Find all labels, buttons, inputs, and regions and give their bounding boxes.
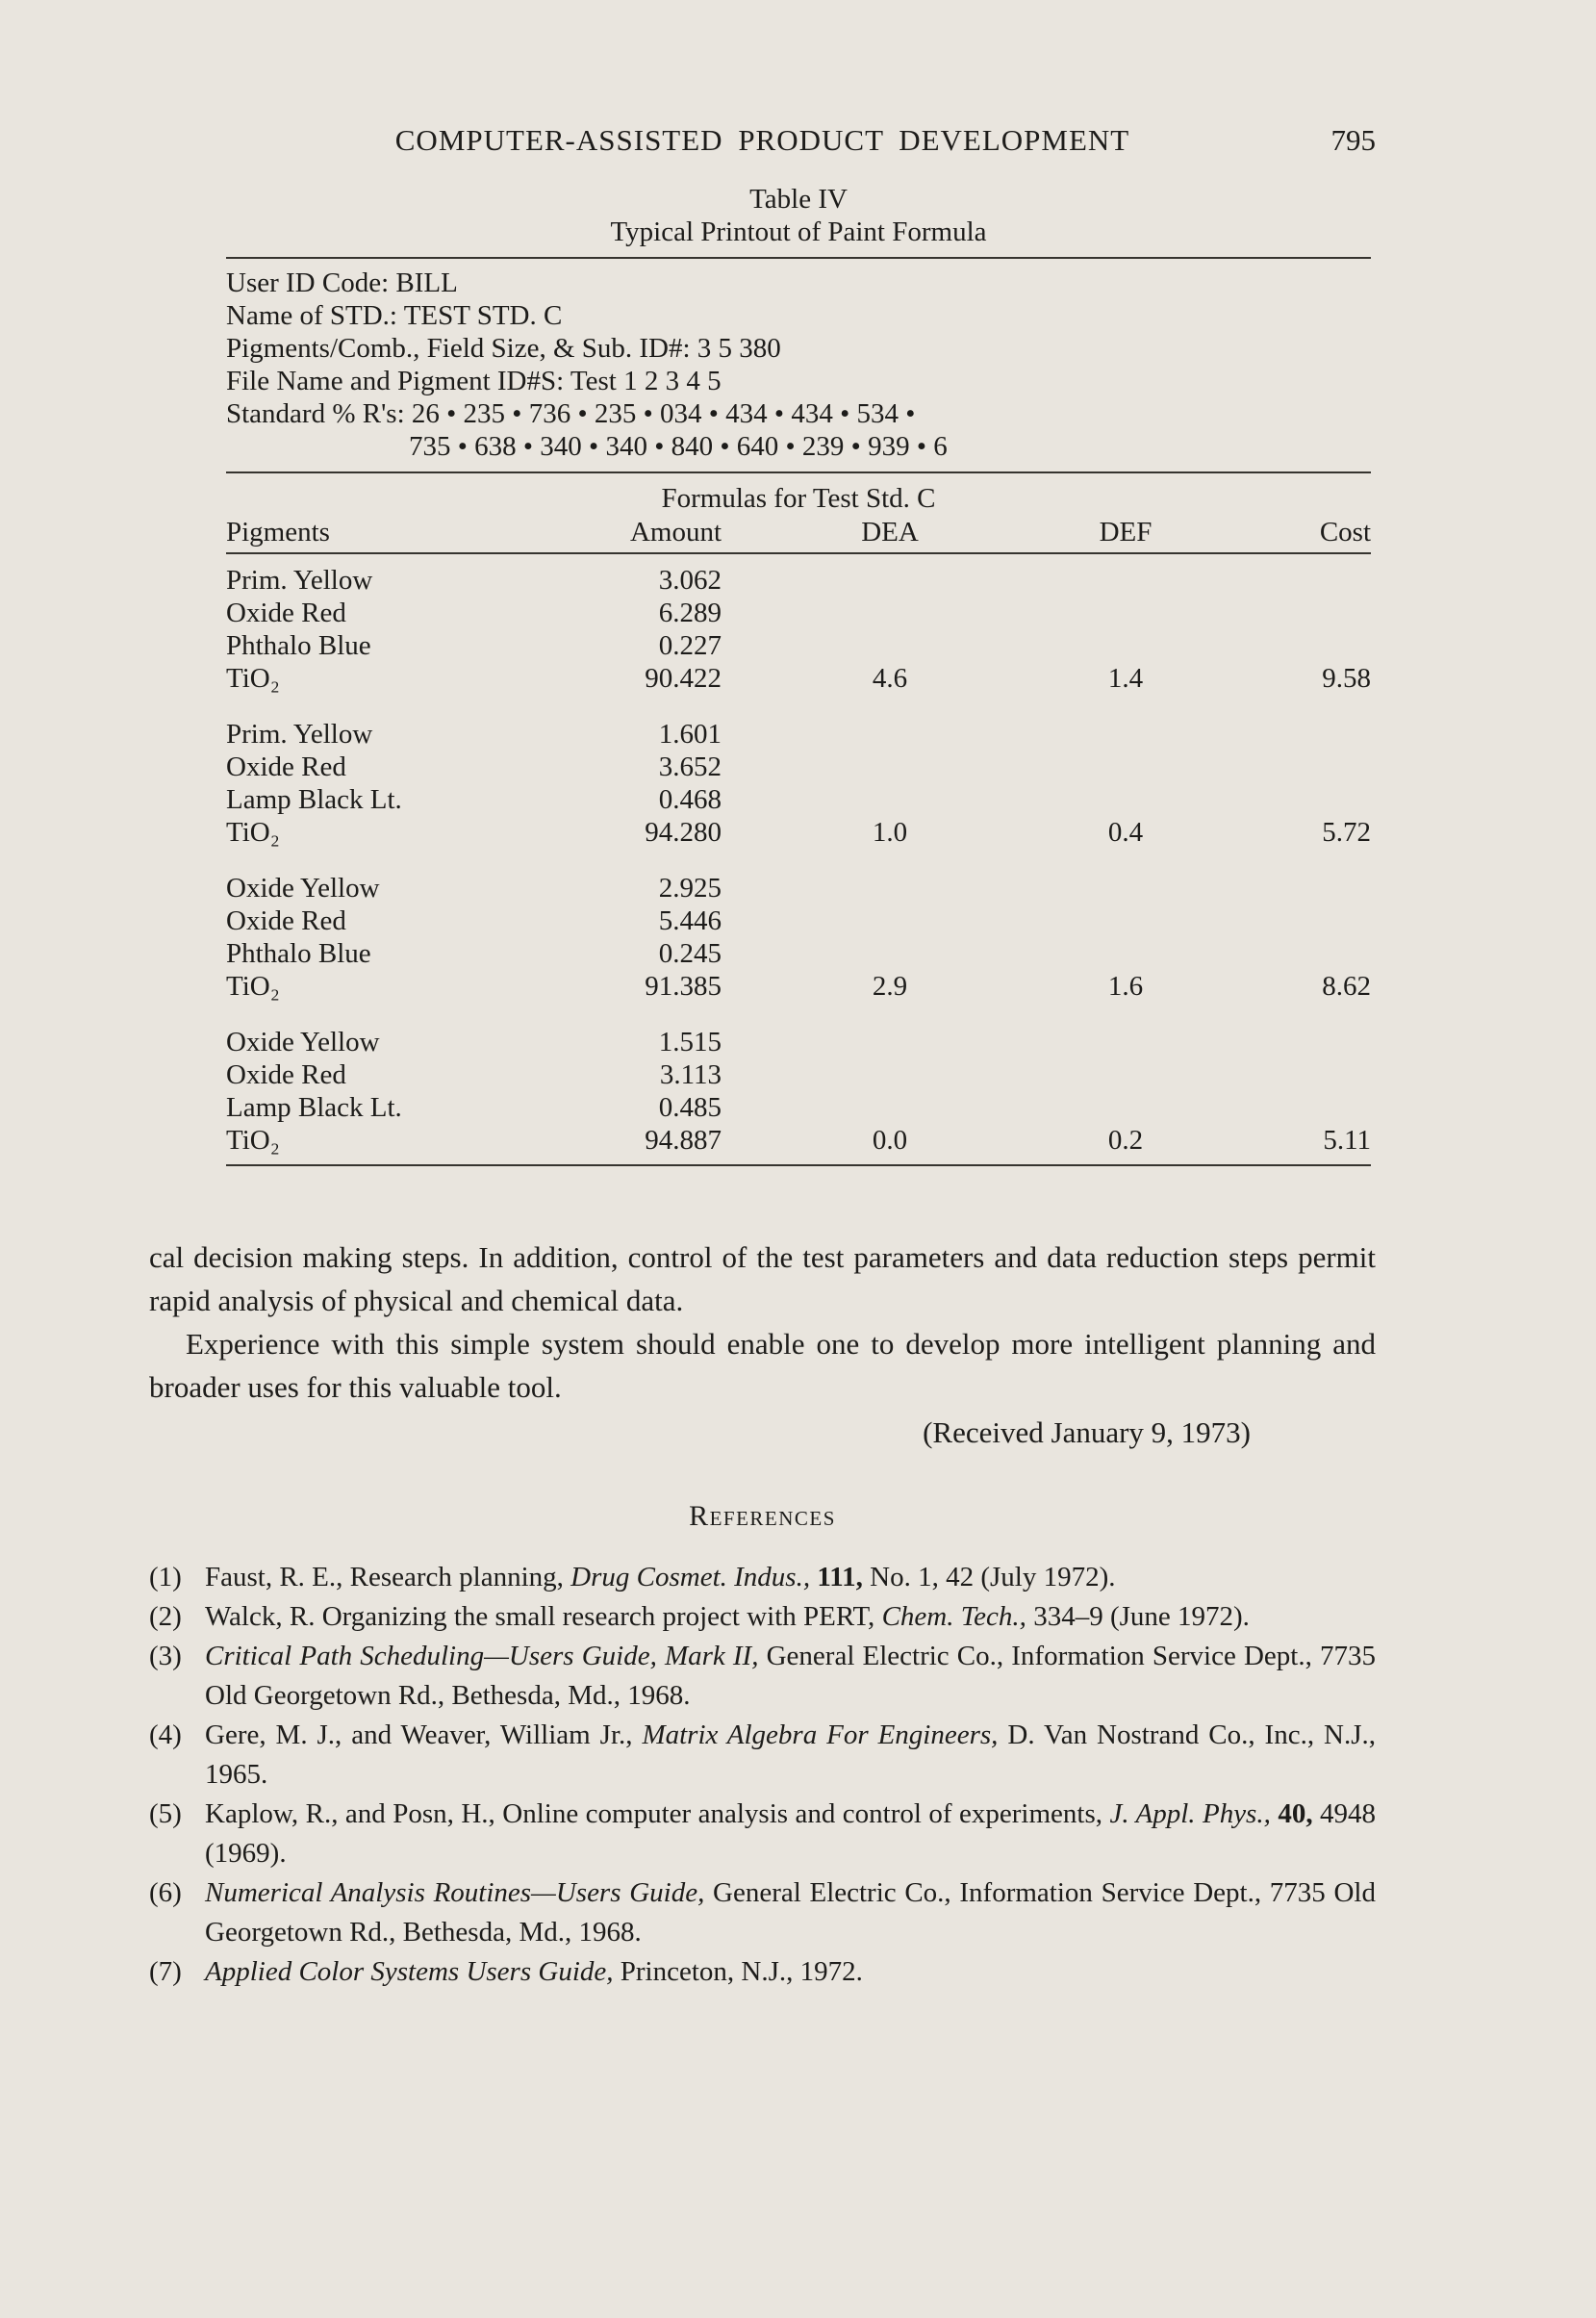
cell-pigment: TiO₂ <box>226 1125 280 1156</box>
cell-dea <box>765 937 1015 970</box>
cell-pigment: Prim. Yellow <box>226 565 373 596</box>
cell-cost <box>1236 1091 1371 1124</box>
preamble-line: User ID Code: BILL <box>226 267 458 298</box>
reference-title: Critical Path Scheduling—Users Guide, Mark II, <box>205 1641 759 1671</box>
cell-amount: 2.925 <box>658 873 722 904</box>
cell-dea <box>765 597 1015 629</box>
cell-dea: 1.0 <box>872 817 908 848</box>
reference-volume: 40, <box>1278 1798 1313 1829</box>
formula-group <box>226 564 1371 695</box>
table-caption-title: Table IV <box>749 184 848 215</box>
cell-cost: 5.72 <box>1322 817 1371 848</box>
cell-cost <box>1236 904 1371 937</box>
reference-title: Numerical Analysis Routines—Users Guide, <box>205 1877 705 1908</box>
reference-number: (7) <box>149 1956 182 1987</box>
cell-cost <box>1236 937 1371 970</box>
cell-amount: 1.601 <box>658 719 722 750</box>
column-header-dea: DEA <box>861 517 919 548</box>
cell-amount: 1.515 <box>658 1027 722 1057</box>
column-header-pigments: Pigments <box>226 517 330 548</box>
cell-dea: 0.0 <box>872 1125 908 1156</box>
table-row <box>226 816 1371 849</box>
running-head <box>149 123 1376 158</box>
table-rule-bottom <box>226 1164 1371 1166</box>
cell-dea <box>765 783 1015 816</box>
cell-pigment: Lamp Black Lt. <box>226 1092 402 1123</box>
cell-amount: 0.468 <box>658 784 722 815</box>
reference-text: Kaplow, R., and Posn, H., Online computer analysis and control of experiments, <box>205 1798 1110 1829</box>
reference-item <box>149 1795 1376 1873</box>
cell-dea: 2.9 <box>872 971 908 1002</box>
references-list <box>149 1558 1376 1992</box>
table-row <box>226 783 1371 816</box>
cell-cost <box>1236 564 1371 597</box>
cell-pigment: TiO₂ <box>226 663 280 694</box>
cell-dea <box>765 1026 1015 1058</box>
reference-number: (3) <box>149 1641 182 1671</box>
reference-volume: 111, <box>817 1562 863 1592</box>
reference-number: (2) <box>149 1601 182 1632</box>
cell-amount: 0.485 <box>658 1092 722 1123</box>
paint-formula-table <box>226 183 1371 1166</box>
cell-pigment: Oxide Red <box>226 1059 346 1090</box>
formula-group <box>226 718 1371 849</box>
reference-item <box>149 1558 1376 1597</box>
reference-number: (6) <box>149 1877 182 1908</box>
cell-def <box>1015 904 1236 937</box>
table-row <box>226 662 1371 695</box>
cell-pigment: Lamp Black Lt. <box>226 784 402 815</box>
running-head-title: COMPUTER-ASSISTED PRODUCT DEVELOPMENT <box>394 123 1130 157</box>
body-paragraph-2: Experience with this simple system should enable one to develop more intelligent planning and broader uses for this valuable tool. <box>149 1327 1376 1404</box>
table-row <box>226 970 1371 1003</box>
page-number: 795 <box>1330 123 1376 157</box>
table-body <box>226 564 1371 1157</box>
cell-cost <box>1236 629 1371 662</box>
cell-pigment: Phthalo Blue <box>226 938 371 969</box>
cell-dea <box>765 904 1015 937</box>
cell-dea <box>765 718 1015 751</box>
reference-number: (5) <box>149 1798 182 1829</box>
table-row <box>226 904 1371 937</box>
table-row <box>226 629 1371 662</box>
reference-title: Applied Color Systems Users Guide, <box>205 1956 614 1987</box>
reference-item <box>149 1873 1376 1952</box>
table-rule-header <box>226 552 1371 554</box>
cell-def <box>1015 597 1236 629</box>
cell-pigment: Oxide Yellow <box>226 873 380 904</box>
reference-title: Chem. Tech., <box>881 1601 1026 1632</box>
reference-title: Drug Cosmet. Indus., <box>570 1562 811 1592</box>
cell-pigment: Oxide Red <box>226 751 346 782</box>
cell-cost: 5.11 <box>1323 1125 1371 1156</box>
table-row <box>226 1026 1371 1058</box>
journal-page <box>149 123 1376 1992</box>
reference-item <box>149 1637 1376 1716</box>
table-row <box>226 718 1371 751</box>
table-row <box>226 1124 1371 1157</box>
table-rule-mid <box>226 471 1371 473</box>
reference-text: General Electric Co., Information Service Dept., 7735 Old Georgetown Rd., Bethesda, Md., 1968. <box>205 1877 1376 1948</box>
reference-item <box>149 1952 1376 1992</box>
cell-cost <box>1236 1058 1371 1091</box>
cell-def <box>1015 872 1236 904</box>
cell-amount: 94.280 <box>645 817 722 848</box>
reference-title: Matrix Algebra For Engineers, <box>642 1719 999 1750</box>
reference-text: Walck, R. Organizing the small research project with PERT, <box>205 1601 882 1632</box>
cell-amount: 3.062 <box>658 565 722 596</box>
cell-amount: 3.652 <box>658 751 722 782</box>
cell-def <box>1015 629 1236 662</box>
table-row <box>226 564 1371 597</box>
cell-amount: 3.113 <box>659 1059 722 1090</box>
cell-pigment: Phthalo Blue <box>226 630 371 661</box>
cell-cost <box>1236 718 1371 751</box>
cell-cost <box>1236 783 1371 816</box>
cell-def <box>1015 783 1236 816</box>
table-row <box>226 751 1371 783</box>
reference-text: Princeton, N.J., 1972. <box>613 1956 863 1987</box>
cell-amount: 6.289 <box>658 598 722 628</box>
preamble-line: Pigments/Comb., Field Size, & Sub. ID#: 3 5 380 <box>226 333 781 364</box>
body-paragraph-1: cal decision making steps. In addition, control of the test parameters and data reduction steps permit rapid analysis of physical and chemical data. <box>149 1240 1376 1317</box>
table-preamble <box>226 267 1371 463</box>
received-note: (Received January 9, 1973) <box>923 1415 1251 1449</box>
table-caption <box>226 183 1371 248</box>
cell-dea <box>765 629 1015 662</box>
reference-text: General Electric Co., Information Service Dept., 7735 Old Georgetown Rd., Bethesda, Md., 1968. <box>205 1641 1376 1711</box>
reference-number: (4) <box>149 1719 182 1750</box>
cell-def <box>1015 1091 1236 1124</box>
column-header-def: DEF <box>1099 517 1153 548</box>
cell-dea: 4.6 <box>872 663 908 694</box>
table-row <box>226 597 1371 629</box>
cell-def <box>1015 751 1236 783</box>
cell-def <box>1015 1026 1236 1058</box>
table-row <box>226 937 1371 970</box>
preamble-line: File Name and Pigment ID#S: Test 1 2 3 4 5 <box>226 366 722 396</box>
cell-cost <box>1236 872 1371 904</box>
body-text <box>149 1235 1376 1409</box>
table-span-header: Formulas for Test Std. C <box>661 483 936 514</box>
cell-cost: 8.62 <box>1322 971 1371 1002</box>
reference-item <box>149 1716 1376 1795</box>
cell-dea <box>765 872 1015 904</box>
cell-cost: 9.58 <box>1322 663 1371 694</box>
formula-group <box>226 1026 1371 1157</box>
cell-amount: 0.227 <box>658 630 722 661</box>
preamble-line: Name of STD.: TEST STD. C <box>226 300 563 331</box>
cell-pigment: Oxide Yellow <box>226 1027 380 1057</box>
table-rule-top <box>226 257 1371 259</box>
cell-def <box>1015 564 1236 597</box>
reference-item <box>149 1597 1376 1637</box>
cell-def: 0.4 <box>1107 817 1144 848</box>
cell-pigment: TiO₂ <box>226 817 280 848</box>
reference-text: No. 1, 42 (July 1972). <box>862 1562 1116 1592</box>
column-header-amount: Amount <box>629 517 722 548</box>
references-heading: References <box>689 1500 836 1532</box>
reference-text: 334–9 (June 1972). <box>1026 1601 1250 1632</box>
reference-text: 4948 (1969). <box>205 1798 1377 1869</box>
cell-cost <box>1236 1026 1371 1058</box>
cell-def: 0.2 <box>1107 1125 1144 1156</box>
reference-text: D. Van Nostrand Co., Inc., N.J., 1965. <box>205 1719 1377 1790</box>
cell-pigment: Oxide Red <box>226 598 346 628</box>
cell-cost <box>1236 597 1371 629</box>
cell-pigment: Oxide Red <box>226 905 346 936</box>
cell-cost <box>1236 751 1371 783</box>
cell-def <box>1015 718 1236 751</box>
cell-dea <box>765 1091 1015 1124</box>
cell-amount: 5.446 <box>658 905 722 936</box>
reference-text: Faust, R. E., Research planning, <box>205 1562 571 1592</box>
cell-dea <box>765 751 1015 783</box>
cell-pigment: TiO₂ <box>226 971 280 1002</box>
reference-title: J. Appl. Phys., <box>1109 1798 1271 1829</box>
cell-amount: 90.422 <box>645 663 722 694</box>
standard-r-line-1: Standard % R's: 26 • 235 • 736 • 235 • 034 • 434 • 434 • 534 • <box>226 398 916 429</box>
formula-group <box>226 872 1371 1003</box>
reference-number: (1) <box>149 1562 182 1592</box>
cell-def: 1.4 <box>1107 663 1144 694</box>
cell-pigment: Prim. Yellow <box>226 719 373 750</box>
cell-def <box>1015 1058 1236 1091</box>
cell-amount: 91.385 <box>645 971 722 1002</box>
cell-dea <box>765 564 1015 597</box>
cell-amount: 0.245 <box>658 938 722 969</box>
cell-dea <box>765 1058 1015 1091</box>
cell-amount: 94.887 <box>645 1125 722 1156</box>
column-header-cost: Cost <box>1319 517 1371 548</box>
table-row <box>226 1058 1371 1091</box>
cell-def <box>1015 937 1236 970</box>
standard-r-line-2: 735 • 638 • 340 • 340 • 840 • 640 • 239 • 939 • 6 <box>409 431 948 462</box>
table-caption-subtitle: Typical Printout of Paint Formula <box>610 217 987 247</box>
table-row <box>226 872 1371 904</box>
reference-text: Gere, M. J., and Weaver, William Jr., <box>205 1719 643 1750</box>
table-column-headers <box>226 516 1371 548</box>
table-row <box>226 1091 1371 1124</box>
cell-def: 1.6 <box>1107 971 1144 1002</box>
